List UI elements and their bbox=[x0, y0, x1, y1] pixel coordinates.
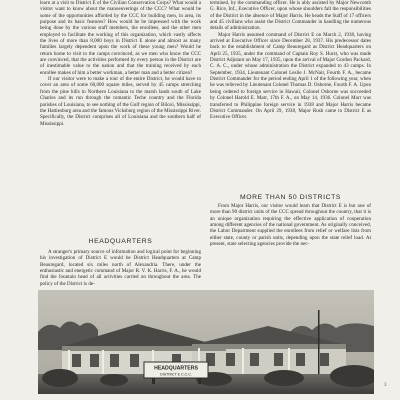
paragraph: If our visitor were to make a tour of the entire District, he would have to cover an area of some 60,000 square miles, served by 45 camps stretching from the pine hills in Northern Louisiana to the marsh lands south of Lake Charles and its run through the romantic Teche country and the Florida parishes of Louisiana, to see nothing of the Gulf region of Biloxi, Mississippi, the Hattiesburg area and the famous Vicksburg region of the Mississippi River. Specifically, the District comprises all of Louisiana and the southern half of Mississippi. bbox=[40, 76, 201, 127]
paragraph: Major Harris assumed command of District E on March 2, 1938, having arrived at Executive Officer since December 28, 1937. His predecessor dates back to the establishment of Camp Beauregard as District Headquarters on April 25, 1935, under the command of Captain Roy S. Hurst, who was made District Adjutant on May 17, 1935, upon the arrival of Major Gordon Packard, C. A. C., under whose administration the District expanded to 43 camps. In September, 1934, Lieutenant Colonel Leslie J. McNair, Fourth F. A., became District Commander for the period ending April 1 of the following year, when he was relieved by Lieutenant Colonel Thomas D. Osborne, Fourth F. A. Upon being ordered to foreign service in Hawaii, Colonel Osborne was succeeded by Colonel Harold E. Marr, 17th F. A., on May 14, 1936. Colonel Marr was transferred to Philippine foreign service in 1938 and Major Harris became District Commander. On April 29, 1938, Major Rush came to District E as Executive Officer. bbox=[210, 31, 371, 121]
page-number: 3 bbox=[384, 383, 387, 388]
sign-text-line1: HEADQUARTERS bbox=[154, 365, 198, 372]
section-heading-districts: MORE THAN 50 DISTRICTS bbox=[239, 194, 342, 201]
paragraph: A stranger's primary source of information and logical point for beginning his investigation of District E would be District Headquarters at Camp Beauregard, located six miles north of Alexandria. There, under the enthusiastic and energetic command of Major R. V. K. Harris, F. A., he would find the fountain head of all activities carried on throughout the area. The policy of the District is de- bbox=[40, 249, 201, 287]
sign-text-line2: DISTRICT E C.C.C. bbox=[160, 372, 192, 377]
paragraph: termined, by the commanding officer. He is ably assisted by Major Newcomb G. Rice, Inf., Executive Officer, upon whose shoulders fall the responsibilities of the District in the absence of Major Harris. He heads the Staff of 17 officers and 45 civilians who assist the District Commander in handling the numerous details of administration. bbox=[210, 0, 371, 32]
left-column-top bbox=[40, 0, 201, 127]
section-heading-headquarters: HEADQUARTERS bbox=[88, 238, 153, 245]
paragraph: From Major Harris, our visitor would learn that District E is but one of more than 90 district units of the CCC spread throughout the country, that it is an unique organization requiring the effective application of cooperation among different agencies of the national government. As originally conceived, the Labor Department supplied the enrollees from relief or welfare lists from either state, county or parish units, depending upon the state relief load. At present, state selecting agencies provide the nec- bbox=[210, 203, 371, 248]
headquarters-photo-image bbox=[38, 290, 374, 394]
left-column-bottom bbox=[40, 249, 201, 287]
right-column-bottom bbox=[210, 203, 371, 247]
right-column-top bbox=[210, 0, 371, 121]
paragraph: learn at a visit to District E of the Civilian Conservation Corps? What would a visitor want to know about the manoeuverings of the CCC? What would be some of the opportunities afforded by the CCC for building men, in area, its purpose and its basic features? How would he be impressed with the work being done by the various staff members, the enrollees, and the other men employed to facilitate the working of this organization, which vastly affects the lives of more than 8,000 boys in District E alone and almost as many families largely dependent upon the work of these young men? Would he return home to visit to the camps convinced, as we men who know the CCC are convinced, that the activities performed by every person in the District are of inestimable value to the nation and that the training received by each enrollee makes of him a better workman, a better man and a better citizen? bbox=[40, 0, 201, 76]
headquarters-photo bbox=[38, 290, 374, 394]
